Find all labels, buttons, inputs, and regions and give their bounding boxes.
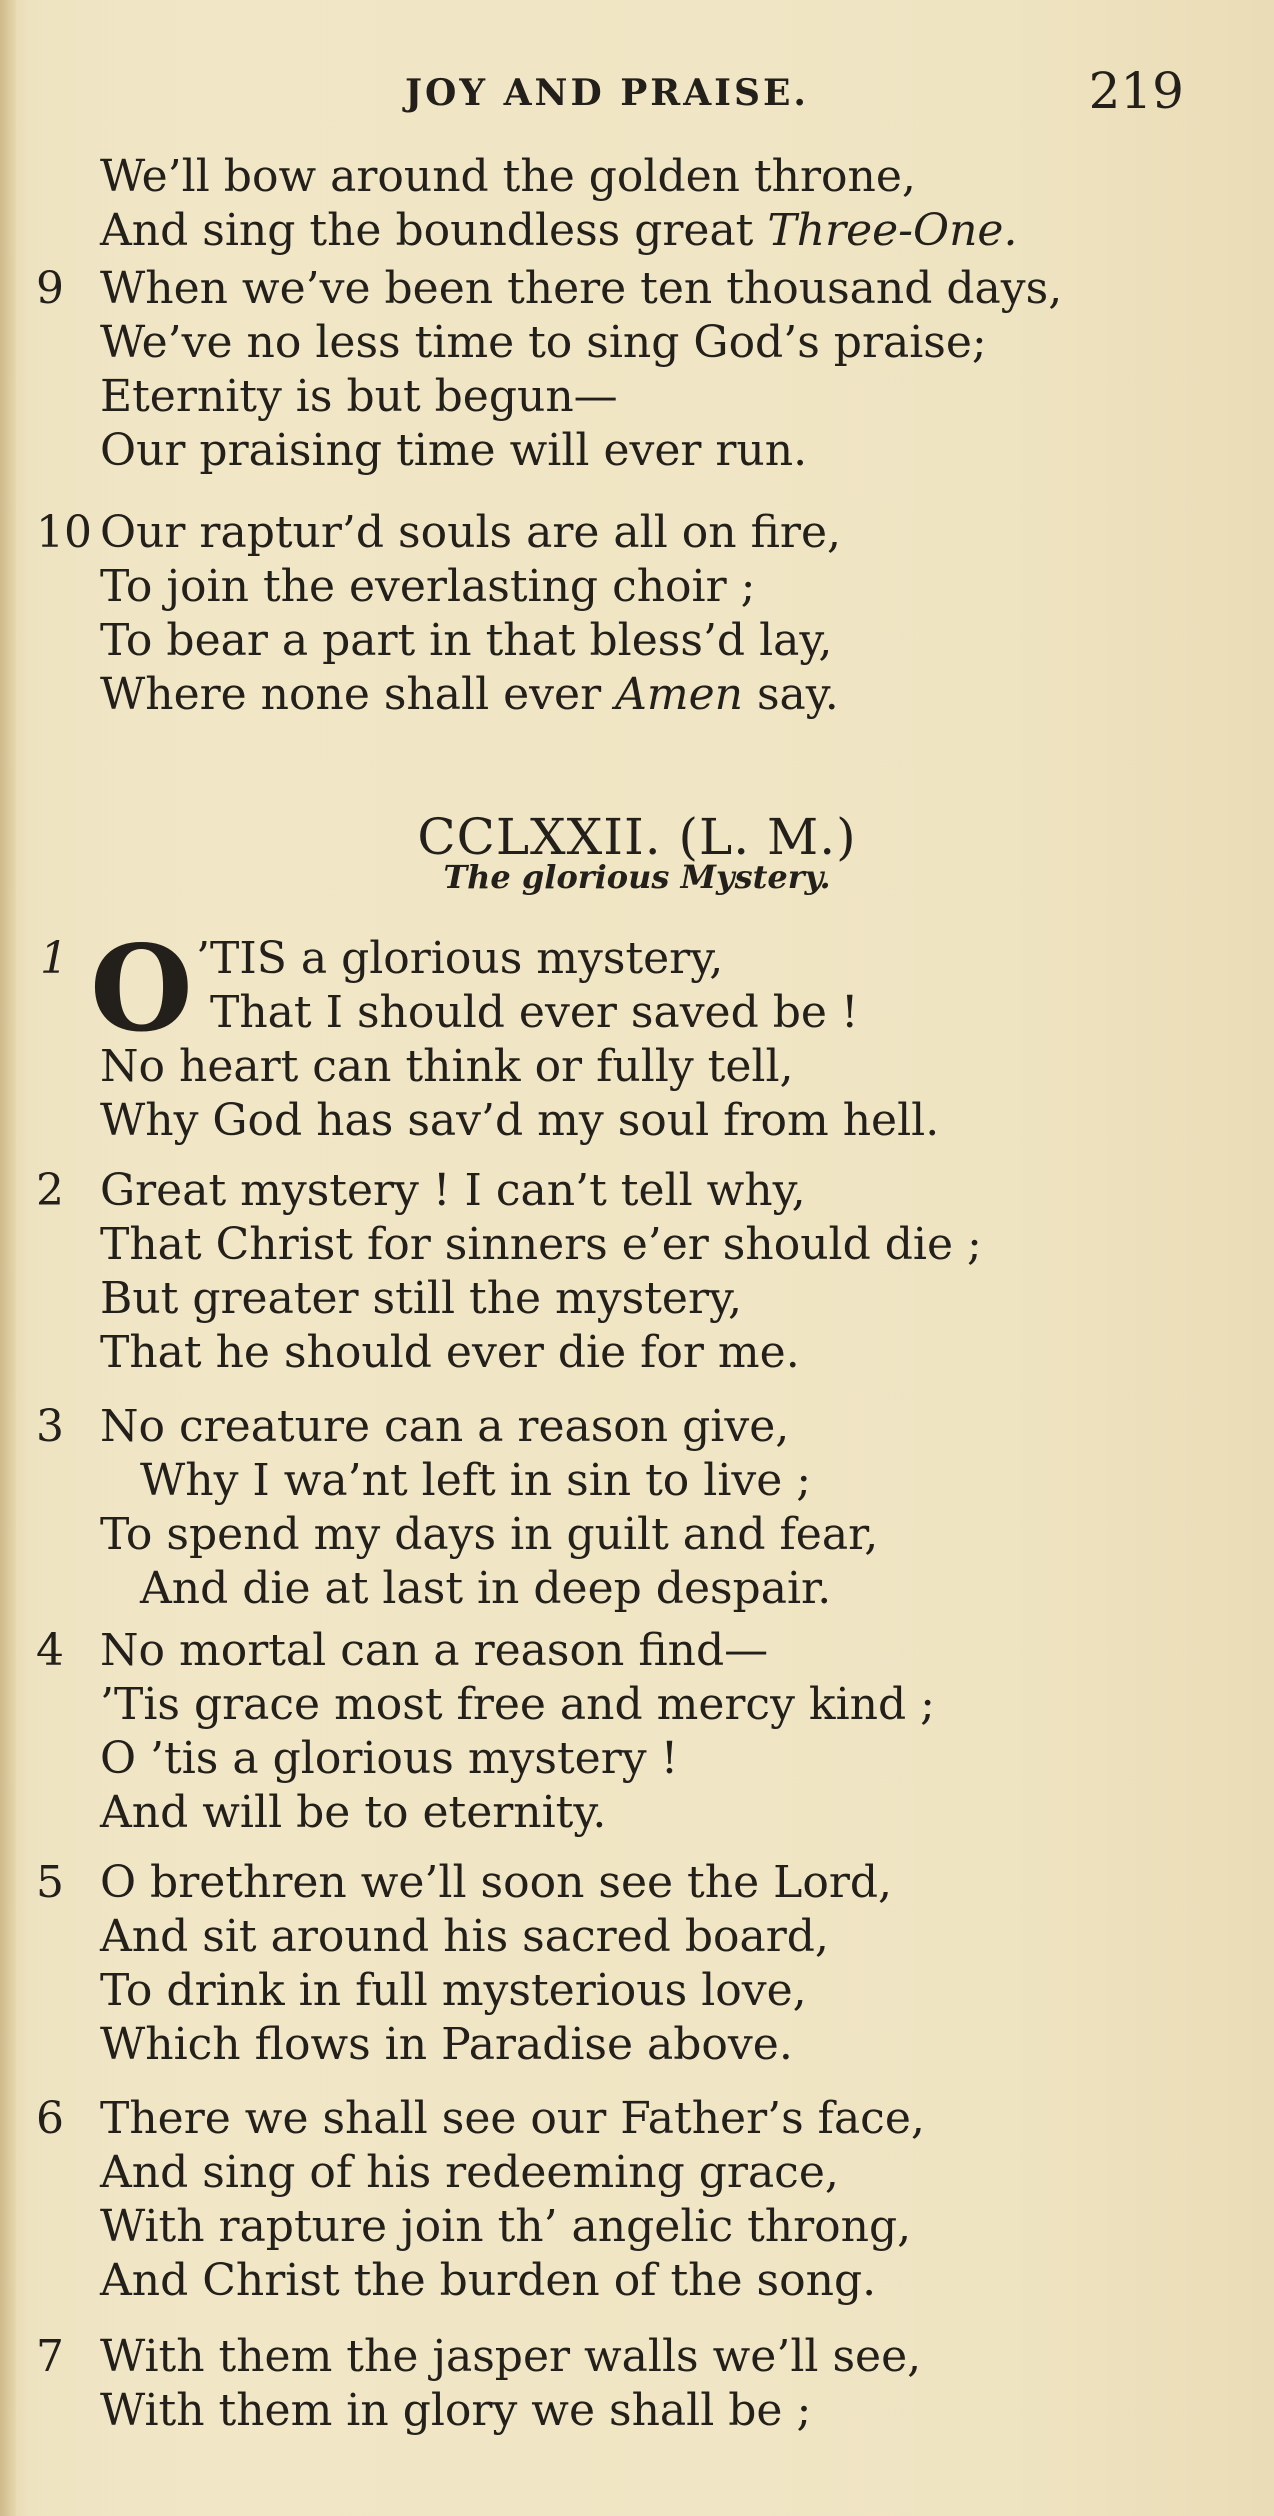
verse-line: Great mystery ! I can’t tell why, — [100, 1165, 806, 1216]
page-number: 219 — [1088, 62, 1184, 120]
emphasis: Three-One. — [767, 205, 1018, 256]
page-gutter — [0, 0, 16, 2516]
drop-cap: O — [90, 919, 193, 1058]
hymn-title: CCLXXII. (L. M.) — [417, 808, 857, 866]
verse-line: O ’tis a glorious mystery ! — [100, 1733, 679, 1784]
verse-line: Which flows in Paradise above. — [100, 2019, 793, 2070]
page-header — [0, 62, 1274, 122]
verse-line: That I should ever saved be ! — [210, 987, 859, 1038]
verse-line: To bear a part in that bless’d lay, — [100, 615, 833, 666]
verse-line: ’Tis grace most free and mercy kind ; — [100, 1679, 935, 1730]
verse-line: No mortal can a reason find— — [100, 1625, 769, 1676]
stanza-number: 9 — [36, 263, 64, 314]
verse-line: Why God has sav’d my soul from hell. — [100, 1095, 940, 1146]
stanza-number: 6 — [36, 2093, 64, 2144]
verse-line: That Christ for sinners e’er should die ; — [100, 1219, 982, 1270]
verse-line: That he should ever die for me. — [100, 1327, 800, 1378]
stanza-number: 7 — [36, 2331, 64, 2382]
verse-line: There we shall see our Father’s face, — [100, 2093, 925, 2144]
verse-line: Why I wa’nt left in sin to live ; — [140, 1455, 812, 1506]
stanza-number: 3 — [36, 1401, 64, 1452]
verse-line: And sing the boundless great Three-One. — [100, 205, 1018, 256]
verse-line: And Christ the burden of the song. — [100, 2255, 877, 2306]
verse-line: We’ll bow around the golden throne, — [100, 151, 916, 202]
verse-line: And sit around his sacred board, — [100, 1911, 829, 1962]
stanza-number: 4 — [36, 1625, 64, 1676]
verse-line: With rapture join th’ angelic throng, — [100, 2201, 912, 2252]
verse-line: To spend my days in guilt and fear, — [100, 1509, 879, 1560]
stanza-number: 1 — [40, 933, 68, 984]
emphasis: Amen — [615, 669, 743, 720]
verse-line: When we’ve been there ten thousand days, — [100, 263, 1063, 314]
verse-line: To join the everlasting choir ; — [100, 561, 756, 612]
verse-line: Eternity is but begun— — [100, 371, 618, 422]
verse-line: And die at last in deep despair. — [140, 1563, 832, 1614]
stanza-number: 5 — [36, 1857, 64, 1908]
verse-line: Where none shall ever Amen say. — [100, 669, 839, 720]
verse-line: But greater still the mystery, — [100, 1273, 742, 1324]
verse-line: And will be to eternity. — [100, 1787, 607, 1838]
verse-line: ’TIS a glorious mystery, — [196, 933, 724, 984]
running-head: JOY AND PRAISE. — [405, 72, 809, 114]
verse-line: Our raptur’d souls are all on fire, — [100, 507, 841, 558]
verse-line: To drink in full mysterious love, — [100, 1965, 807, 2016]
verse-line: With them in glory we shall be ; — [100, 2385, 812, 2436]
stanza-number: 10 — [36, 507, 92, 558]
verse-line: Our praising time will ever run. — [100, 425, 808, 476]
verse-line: We’ve no less time to sing God’s praise; — [100, 317, 987, 368]
verse-line: And sing of his redeeming grace, — [100, 2147, 839, 2198]
verse-line: No heart can think or fully tell, — [100, 1041, 794, 1092]
verse-line: No creature can a reason give, — [100, 1401, 790, 1452]
stanza-number: 2 — [36, 1165, 64, 1216]
verse-line: O brethren we’ll soon see the Lord, — [100, 1857, 892, 1908]
hymn-subtitle: The glorious Mystery. — [443, 858, 831, 896]
verse-line: With them the jasper walls we’ll see, — [100, 2331, 922, 2382]
